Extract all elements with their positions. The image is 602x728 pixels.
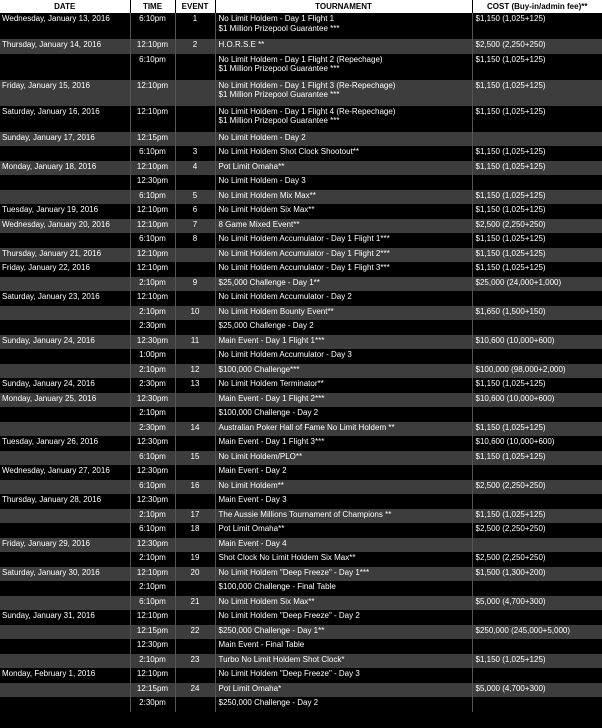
table-row bbox=[0, 538, 602, 553]
cost-cell: $1,150 (1,025+125) bbox=[472, 146, 602, 161]
date-cell bbox=[0, 639, 130, 654]
table-row bbox=[0, 335, 602, 350]
event-cell: 20 bbox=[175, 567, 215, 582]
event-cell: 22 bbox=[175, 625, 215, 640]
tournament-cell: Main Event - Final Table bbox=[215, 639, 472, 654]
table-row bbox=[0, 320, 602, 335]
event-cell bbox=[175, 538, 215, 553]
time-cell: 12:15pm bbox=[130, 132, 175, 147]
table-row bbox=[0, 465, 602, 480]
time-cell: 6:10pm bbox=[130, 54, 175, 80]
tournament-cell: $25,000 Challenge - Day 2 bbox=[215, 320, 472, 335]
cost-cell bbox=[472, 175, 602, 190]
cost-cell: $1,150 (1,025+125) bbox=[472, 233, 602, 248]
table-row bbox=[0, 80, 602, 106]
table-row bbox=[0, 233, 602, 248]
event-cell: 6 bbox=[175, 204, 215, 219]
event-cell: 3 bbox=[175, 146, 215, 161]
event-cell bbox=[175, 106, 215, 132]
header-cost: COST (Buy-in/admin fee)** bbox=[472, 0, 602, 13]
table-row bbox=[0, 639, 602, 654]
cost-cell: $1,150 (1,025+125) bbox=[472, 161, 602, 176]
date-cell bbox=[0, 683, 130, 698]
cost-cell: $10,600 (10,000+600) bbox=[472, 393, 602, 408]
date-cell: Wednesday, January 13, 2016 bbox=[0, 13, 130, 39]
time-cell: 2:10pm bbox=[130, 306, 175, 321]
time-cell: 6:10pm bbox=[130, 13, 175, 39]
event-cell: 11 bbox=[175, 335, 215, 350]
table-row bbox=[0, 480, 602, 495]
event-cell: 2 bbox=[175, 39, 215, 54]
event-cell bbox=[175, 393, 215, 408]
table-row bbox=[0, 161, 602, 176]
tournament-cell: Turbo No Limit Holdem Shot Clock* bbox=[215, 654, 472, 669]
time-cell: 12:10pm bbox=[130, 106, 175, 132]
event-cell bbox=[175, 465, 215, 480]
event-cell: 18 bbox=[175, 523, 215, 538]
date-cell: Wednesday, January 27, 2016 bbox=[0, 465, 130, 480]
cost-cell bbox=[472, 291, 602, 306]
tournament-cell: No Limit Holdem Six Max** bbox=[215, 204, 472, 219]
event-cell bbox=[175, 697, 215, 712]
time-cell: 12:10pm bbox=[130, 248, 175, 263]
time-cell: 2:10pm bbox=[130, 277, 175, 292]
tournament-cell: $250,000 Challenge - Day 2 bbox=[215, 697, 472, 712]
date-cell bbox=[0, 277, 130, 292]
event-cell: 9 bbox=[175, 277, 215, 292]
table-row bbox=[0, 523, 602, 538]
cost-cell: $5,000 (4,700+300) bbox=[472, 683, 602, 698]
event-cell: 1 bbox=[175, 13, 215, 39]
tournament-cell: No Limit Holdem Mix Max** bbox=[215, 190, 472, 205]
event-cell: 15 bbox=[175, 451, 215, 466]
cost-cell: $1,150 (1,025+125) bbox=[472, 80, 602, 106]
time-cell: 6:10pm bbox=[130, 451, 175, 466]
event-cell bbox=[175, 494, 215, 509]
date-cell: Sunday, January 17, 2016 bbox=[0, 132, 130, 147]
date-cell: Tuesday, January 26, 2016 bbox=[0, 436, 130, 451]
cost-cell: $1,150 (1,025+125) bbox=[472, 54, 602, 80]
cost-cell: $1,150 (1,025+125) bbox=[472, 248, 602, 263]
tournament-cell: Main Event - Day 3 bbox=[215, 494, 472, 509]
cost-cell bbox=[472, 610, 602, 625]
tournament-cell: No Limit Holdem - Day 1 Flight 4 (Re-Repechage) $1 Million Prizepool Guarantee *** bbox=[215, 106, 472, 132]
time-cell: 12:15pm bbox=[130, 625, 175, 640]
tournament-cell: No Limit Holdem Bounty Event** bbox=[215, 306, 472, 321]
time-cell: 6:10pm bbox=[130, 523, 175, 538]
tournament-cell: No Limit Holdem - Day 1 Flight 1 $1 Million Prizepool Guarantee *** bbox=[215, 13, 472, 39]
header-time: TIME bbox=[130, 0, 175, 13]
table-row bbox=[0, 291, 602, 306]
table-row bbox=[0, 610, 602, 625]
time-cell: 12:30pm bbox=[130, 465, 175, 480]
cost-cell bbox=[472, 581, 602, 596]
event-cell bbox=[175, 132, 215, 147]
time-cell: 6:10pm bbox=[130, 190, 175, 205]
event-cell: 4 bbox=[175, 161, 215, 176]
tournament-cell: No Limit Holdem Accumulator - Day 3 bbox=[215, 349, 472, 364]
time-cell: 6:10pm bbox=[130, 146, 175, 161]
date-cell: Saturday, January 16, 2016 bbox=[0, 106, 130, 132]
cost-cell: $1,650 (1,500+150) bbox=[472, 306, 602, 321]
tournament-cell: The Aussie Millions Tournament of Champions ** bbox=[215, 509, 472, 524]
time-cell: 12:30pm bbox=[130, 538, 175, 553]
time-cell: 2:10pm bbox=[130, 552, 175, 567]
cost-cell bbox=[472, 538, 602, 553]
time-cell: 12:10pm bbox=[130, 161, 175, 176]
date-cell: Sunday, January 31, 2016 bbox=[0, 610, 130, 625]
event-cell bbox=[175, 320, 215, 335]
schedule-header bbox=[0, 0, 602, 13]
tournament-cell: Main Event - Day 2 bbox=[215, 465, 472, 480]
date-cell: Friday, January 15, 2016 bbox=[0, 80, 130, 106]
time-cell: 12:10pm bbox=[130, 204, 175, 219]
time-cell: 12:10pm bbox=[130, 39, 175, 54]
cost-cell: $2,500 (2,250+250) bbox=[472, 523, 602, 538]
time-cell: 2:10pm bbox=[130, 364, 175, 379]
tournament-cell: No Limit Holdem - Day 1 Flight 3 (Re-Repechage) $1 Million Prizepool Guarantee *** bbox=[215, 80, 472, 106]
date-cell: Thursday, January 14, 2016 bbox=[0, 39, 130, 54]
table-row bbox=[0, 39, 602, 54]
time-cell: 12:10pm bbox=[130, 291, 175, 306]
time-cell: 6:10pm bbox=[130, 480, 175, 495]
date-cell bbox=[0, 625, 130, 640]
event-cell: 23 bbox=[175, 654, 215, 669]
event-cell bbox=[175, 436, 215, 451]
tournament-cell: Pot Limit Omaha** bbox=[215, 523, 472, 538]
date-cell: Wednesday, January 20, 2016 bbox=[0, 219, 130, 234]
tournament-cell: Pot Limit Omaha* bbox=[215, 683, 472, 698]
table-row bbox=[0, 132, 602, 147]
schedule-body bbox=[0, 13, 602, 712]
date-cell bbox=[0, 523, 130, 538]
date-cell: Thursday, January 21, 2016 bbox=[0, 248, 130, 263]
cost-cell bbox=[472, 639, 602, 654]
cost-cell: $1,150 (1,025+125) bbox=[472, 422, 602, 437]
tournament-cell: $250,000 Challenge - Day 1** bbox=[215, 625, 472, 640]
time-cell: 12:30pm bbox=[130, 175, 175, 190]
tournament-cell: No Limit Holdem/PLO** bbox=[215, 451, 472, 466]
event-cell: 16 bbox=[175, 480, 215, 495]
cost-cell: $1,150 (1,025+125) bbox=[472, 13, 602, 39]
table-row bbox=[0, 378, 602, 393]
tournament-cell: No Limit Holdem "Deep Freeze" - Day 1*** bbox=[215, 567, 472, 582]
date-cell: Saturday, January 30, 2016 bbox=[0, 567, 130, 582]
table-row bbox=[0, 54, 602, 80]
tournament-cell: Main Event - Day 4 bbox=[215, 538, 472, 553]
date-cell bbox=[0, 190, 130, 205]
event-cell: 17 bbox=[175, 509, 215, 524]
table-row bbox=[0, 349, 602, 364]
date-cell bbox=[0, 306, 130, 321]
table-row bbox=[0, 262, 602, 277]
table-row bbox=[0, 668, 602, 683]
cost-cell bbox=[472, 407, 602, 422]
date-cell: Tuesday, January 19, 2016 bbox=[0, 204, 130, 219]
table-row bbox=[0, 552, 602, 567]
date-cell: Thursday, January 28, 2016 bbox=[0, 494, 130, 509]
table-row bbox=[0, 596, 602, 611]
tournament-cell: $100,000 Challenge - Final Table bbox=[215, 581, 472, 596]
time-cell: 6:10pm bbox=[130, 596, 175, 611]
date-cell bbox=[0, 697, 130, 712]
table-row bbox=[0, 393, 602, 408]
table-row bbox=[0, 407, 602, 422]
header-event: EVENT bbox=[175, 0, 215, 13]
cost-cell: $1,150 (1,025+125) bbox=[472, 451, 602, 466]
date-cell bbox=[0, 422, 130, 437]
event-cell bbox=[175, 248, 215, 263]
time-cell: 12:10pm bbox=[130, 668, 175, 683]
table-row bbox=[0, 13, 602, 39]
date-cell: Sunday, January 24, 2016 bbox=[0, 378, 130, 393]
tournament-cell: Main Event - Day 1 Flight 1*** bbox=[215, 335, 472, 350]
event-cell: 24 bbox=[175, 683, 215, 698]
event-cell bbox=[175, 610, 215, 625]
date-cell bbox=[0, 364, 130, 379]
cost-cell: $1,150 (1,025+125) bbox=[472, 509, 602, 524]
date-cell: Sunday, January 24, 2016 bbox=[0, 335, 130, 350]
tournament-cell: Shot Clock No Limit Holdem Six Max** bbox=[215, 552, 472, 567]
time-cell: 12:30pm bbox=[130, 393, 175, 408]
time-cell: 12:10pm bbox=[130, 610, 175, 625]
tournament-cell: $100,000 Challenge*** bbox=[215, 364, 472, 379]
tournament-cell: No Limit Holdem Accumulator - Day 1 Flight 3*** bbox=[215, 262, 472, 277]
event-cell: 7 bbox=[175, 219, 215, 234]
time-cell: 1:00pm bbox=[130, 349, 175, 364]
event-cell: 21 bbox=[175, 596, 215, 611]
date-cell bbox=[0, 54, 130, 80]
time-cell: 2:10pm bbox=[130, 581, 175, 596]
cost-cell: $10,600 (10,000+600) bbox=[472, 335, 602, 350]
table-row bbox=[0, 306, 602, 321]
cost-cell bbox=[472, 668, 602, 683]
tournament-cell: 8 Game Mixed Event** bbox=[215, 219, 472, 234]
time-cell: 12:10pm bbox=[130, 567, 175, 582]
cost-cell: $100,000 (98,000+2,000) bbox=[472, 364, 602, 379]
date-cell bbox=[0, 349, 130, 364]
tournament-cell: No Limit Holdem "Deep Freeze" - Day 3 bbox=[215, 668, 472, 683]
time-cell: 12:10pm bbox=[130, 219, 175, 234]
tournament-cell: No Limit Holdem Accumulator - Day 1 Flight 2*** bbox=[215, 248, 472, 263]
tournament-cell: No Limit Holdem - Day 3 bbox=[215, 175, 472, 190]
date-cell: Friday, January 22, 2016 bbox=[0, 262, 130, 277]
date-cell: Monday, January 25, 2016 bbox=[0, 393, 130, 408]
tournament-cell: Main Event - Day 1 Flight 3*** bbox=[215, 436, 472, 451]
time-cell: 12:30pm bbox=[130, 639, 175, 654]
date-cell bbox=[0, 320, 130, 335]
event-cell: 10 bbox=[175, 306, 215, 321]
table-row bbox=[0, 451, 602, 466]
tournament-cell: No Limit Holdem Shot Clock Shootout** bbox=[215, 146, 472, 161]
tournament-cell: No Limit Holdem - Day 1 Flight 2 (Repechage) $1 Million Prizepool Guarantee *** bbox=[215, 54, 472, 80]
cost-cell: $1,150 (1,025+125) bbox=[472, 204, 602, 219]
table-row bbox=[0, 364, 602, 379]
event-cell bbox=[175, 291, 215, 306]
event-cell: 13 bbox=[175, 378, 215, 393]
cost-cell: $2,500 (2,250+250) bbox=[472, 219, 602, 234]
date-cell bbox=[0, 451, 130, 466]
cost-cell bbox=[472, 697, 602, 712]
cost-cell: $1,150 (1,025+125) bbox=[472, 654, 602, 669]
time-cell: 12:10pm bbox=[130, 262, 175, 277]
tournament-cell: $100,000 Challenge - Day 2 bbox=[215, 407, 472, 422]
event-cell bbox=[175, 668, 215, 683]
time-cell: 12:30pm bbox=[130, 335, 175, 350]
tournament-cell: No Limit Holdem "Deep Freeze" - Day 2 bbox=[215, 610, 472, 625]
table-row bbox=[0, 190, 602, 205]
event-cell bbox=[175, 175, 215, 190]
cost-cell: $250,000 (245,000+5,000) bbox=[472, 625, 602, 640]
cost-cell: $1,150 (1,025+125) bbox=[472, 190, 602, 205]
tournament-cell: Pot Limit Omaha** bbox=[215, 161, 472, 176]
cost-cell: $2,500 (2,250+250) bbox=[472, 552, 602, 567]
cost-cell: $10,600 (10,000+600) bbox=[472, 436, 602, 451]
table-row bbox=[0, 581, 602, 596]
date-cell: Monday, February 1, 2016 bbox=[0, 668, 130, 683]
table-row bbox=[0, 625, 602, 640]
tournament-cell: Main Event - Day 1 Flight 2*** bbox=[215, 393, 472, 408]
time-cell: 2:30pm bbox=[130, 422, 175, 437]
date-cell bbox=[0, 581, 130, 596]
cost-cell bbox=[472, 494, 602, 509]
table-row bbox=[0, 567, 602, 582]
date-cell: Friday, January 29, 2016 bbox=[0, 538, 130, 553]
cost-cell: $5,000 (4,700+300) bbox=[472, 596, 602, 611]
time-cell: 12:15pm bbox=[130, 683, 175, 698]
header-tournament: TOURNAMENT bbox=[215, 0, 472, 13]
table-row bbox=[0, 219, 602, 234]
event-cell bbox=[175, 639, 215, 654]
table-row bbox=[0, 204, 602, 219]
tournament-cell: No Limit Holdem Six Max** bbox=[215, 596, 472, 611]
table-row bbox=[0, 654, 602, 669]
table-row bbox=[0, 436, 602, 451]
date-cell bbox=[0, 509, 130, 524]
tournament-cell: H.O.R.S.E ** bbox=[215, 39, 472, 54]
table-row bbox=[0, 175, 602, 190]
table-row bbox=[0, 277, 602, 292]
time-cell: 2:30pm bbox=[130, 378, 175, 393]
event-cell bbox=[175, 349, 215, 364]
cost-cell: $25,000 (24,000+1,000) bbox=[472, 277, 602, 292]
date-cell bbox=[0, 146, 130, 161]
event-cell: 5 bbox=[175, 190, 215, 205]
cost-cell bbox=[472, 320, 602, 335]
table-row bbox=[0, 509, 602, 524]
table-row bbox=[0, 248, 602, 263]
tournament-cell: $25,000 Challenge - Day 1** bbox=[215, 277, 472, 292]
event-cell bbox=[175, 262, 215, 277]
date-cell: Monday, January 18, 2016 bbox=[0, 161, 130, 176]
date-cell bbox=[0, 552, 130, 567]
cost-cell: $1,500 (1,300+200) bbox=[472, 567, 602, 582]
tournament-cell: No Limit Holdem Accumulator - Day 1 Flight 1*** bbox=[215, 233, 472, 248]
cost-cell: $2,500 (2,250+250) bbox=[472, 480, 602, 495]
date-cell: Saturday, January 23, 2016 bbox=[0, 291, 130, 306]
table-row bbox=[0, 494, 602, 509]
table-row bbox=[0, 146, 602, 161]
time-cell: 12:30pm bbox=[130, 436, 175, 451]
time-cell: 2:10pm bbox=[130, 509, 175, 524]
cost-cell: $1,150 (1,025+125) bbox=[472, 378, 602, 393]
tournament-cell: No Limit Holdem Terminator** bbox=[215, 378, 472, 393]
event-cell: 12 bbox=[175, 364, 215, 379]
table-row bbox=[0, 422, 602, 437]
time-cell: 6:10pm bbox=[130, 233, 175, 248]
date-cell bbox=[0, 654, 130, 669]
cost-cell bbox=[472, 349, 602, 364]
date-cell bbox=[0, 480, 130, 495]
tournament-cell: No Limit Holdem - Day 2 bbox=[215, 132, 472, 147]
time-cell: 2:30pm bbox=[130, 320, 175, 335]
event-cell bbox=[175, 581, 215, 596]
time-cell: 2:30pm bbox=[130, 697, 175, 712]
time-cell: 12:10pm bbox=[130, 80, 175, 106]
date-cell bbox=[0, 233, 130, 248]
table-row bbox=[0, 683, 602, 698]
cost-cell bbox=[472, 465, 602, 480]
time-cell: 12:30pm bbox=[130, 494, 175, 509]
date-cell bbox=[0, 407, 130, 422]
event-cell bbox=[175, 54, 215, 80]
time-cell: 2:10pm bbox=[130, 654, 175, 669]
cost-cell: $2,500 (2,250+250) bbox=[472, 39, 602, 54]
event-cell: 14 bbox=[175, 422, 215, 437]
event-cell bbox=[175, 80, 215, 106]
tournament-cell: No Limit Holdem** bbox=[215, 480, 472, 495]
event-cell: 8 bbox=[175, 233, 215, 248]
time-cell: 2:10pm bbox=[130, 407, 175, 422]
date-cell bbox=[0, 175, 130, 190]
cost-cell: $1,150 (1,025+125) bbox=[472, 106, 602, 132]
table-row bbox=[0, 106, 602, 132]
tournament-cell: No Limit Holdem Accumulator - Day 2 bbox=[215, 291, 472, 306]
table-row bbox=[0, 697, 602, 712]
event-cell bbox=[175, 407, 215, 422]
cost-cell bbox=[472, 132, 602, 147]
tournament-cell: Australian Poker Hall of Fame No Limit Holdem ** bbox=[215, 422, 472, 437]
header-date: DATE bbox=[0, 0, 130, 13]
event-cell: 19 bbox=[175, 552, 215, 567]
cost-cell: $1,150 (1,025+125) bbox=[472, 262, 602, 277]
date-cell bbox=[0, 596, 130, 611]
